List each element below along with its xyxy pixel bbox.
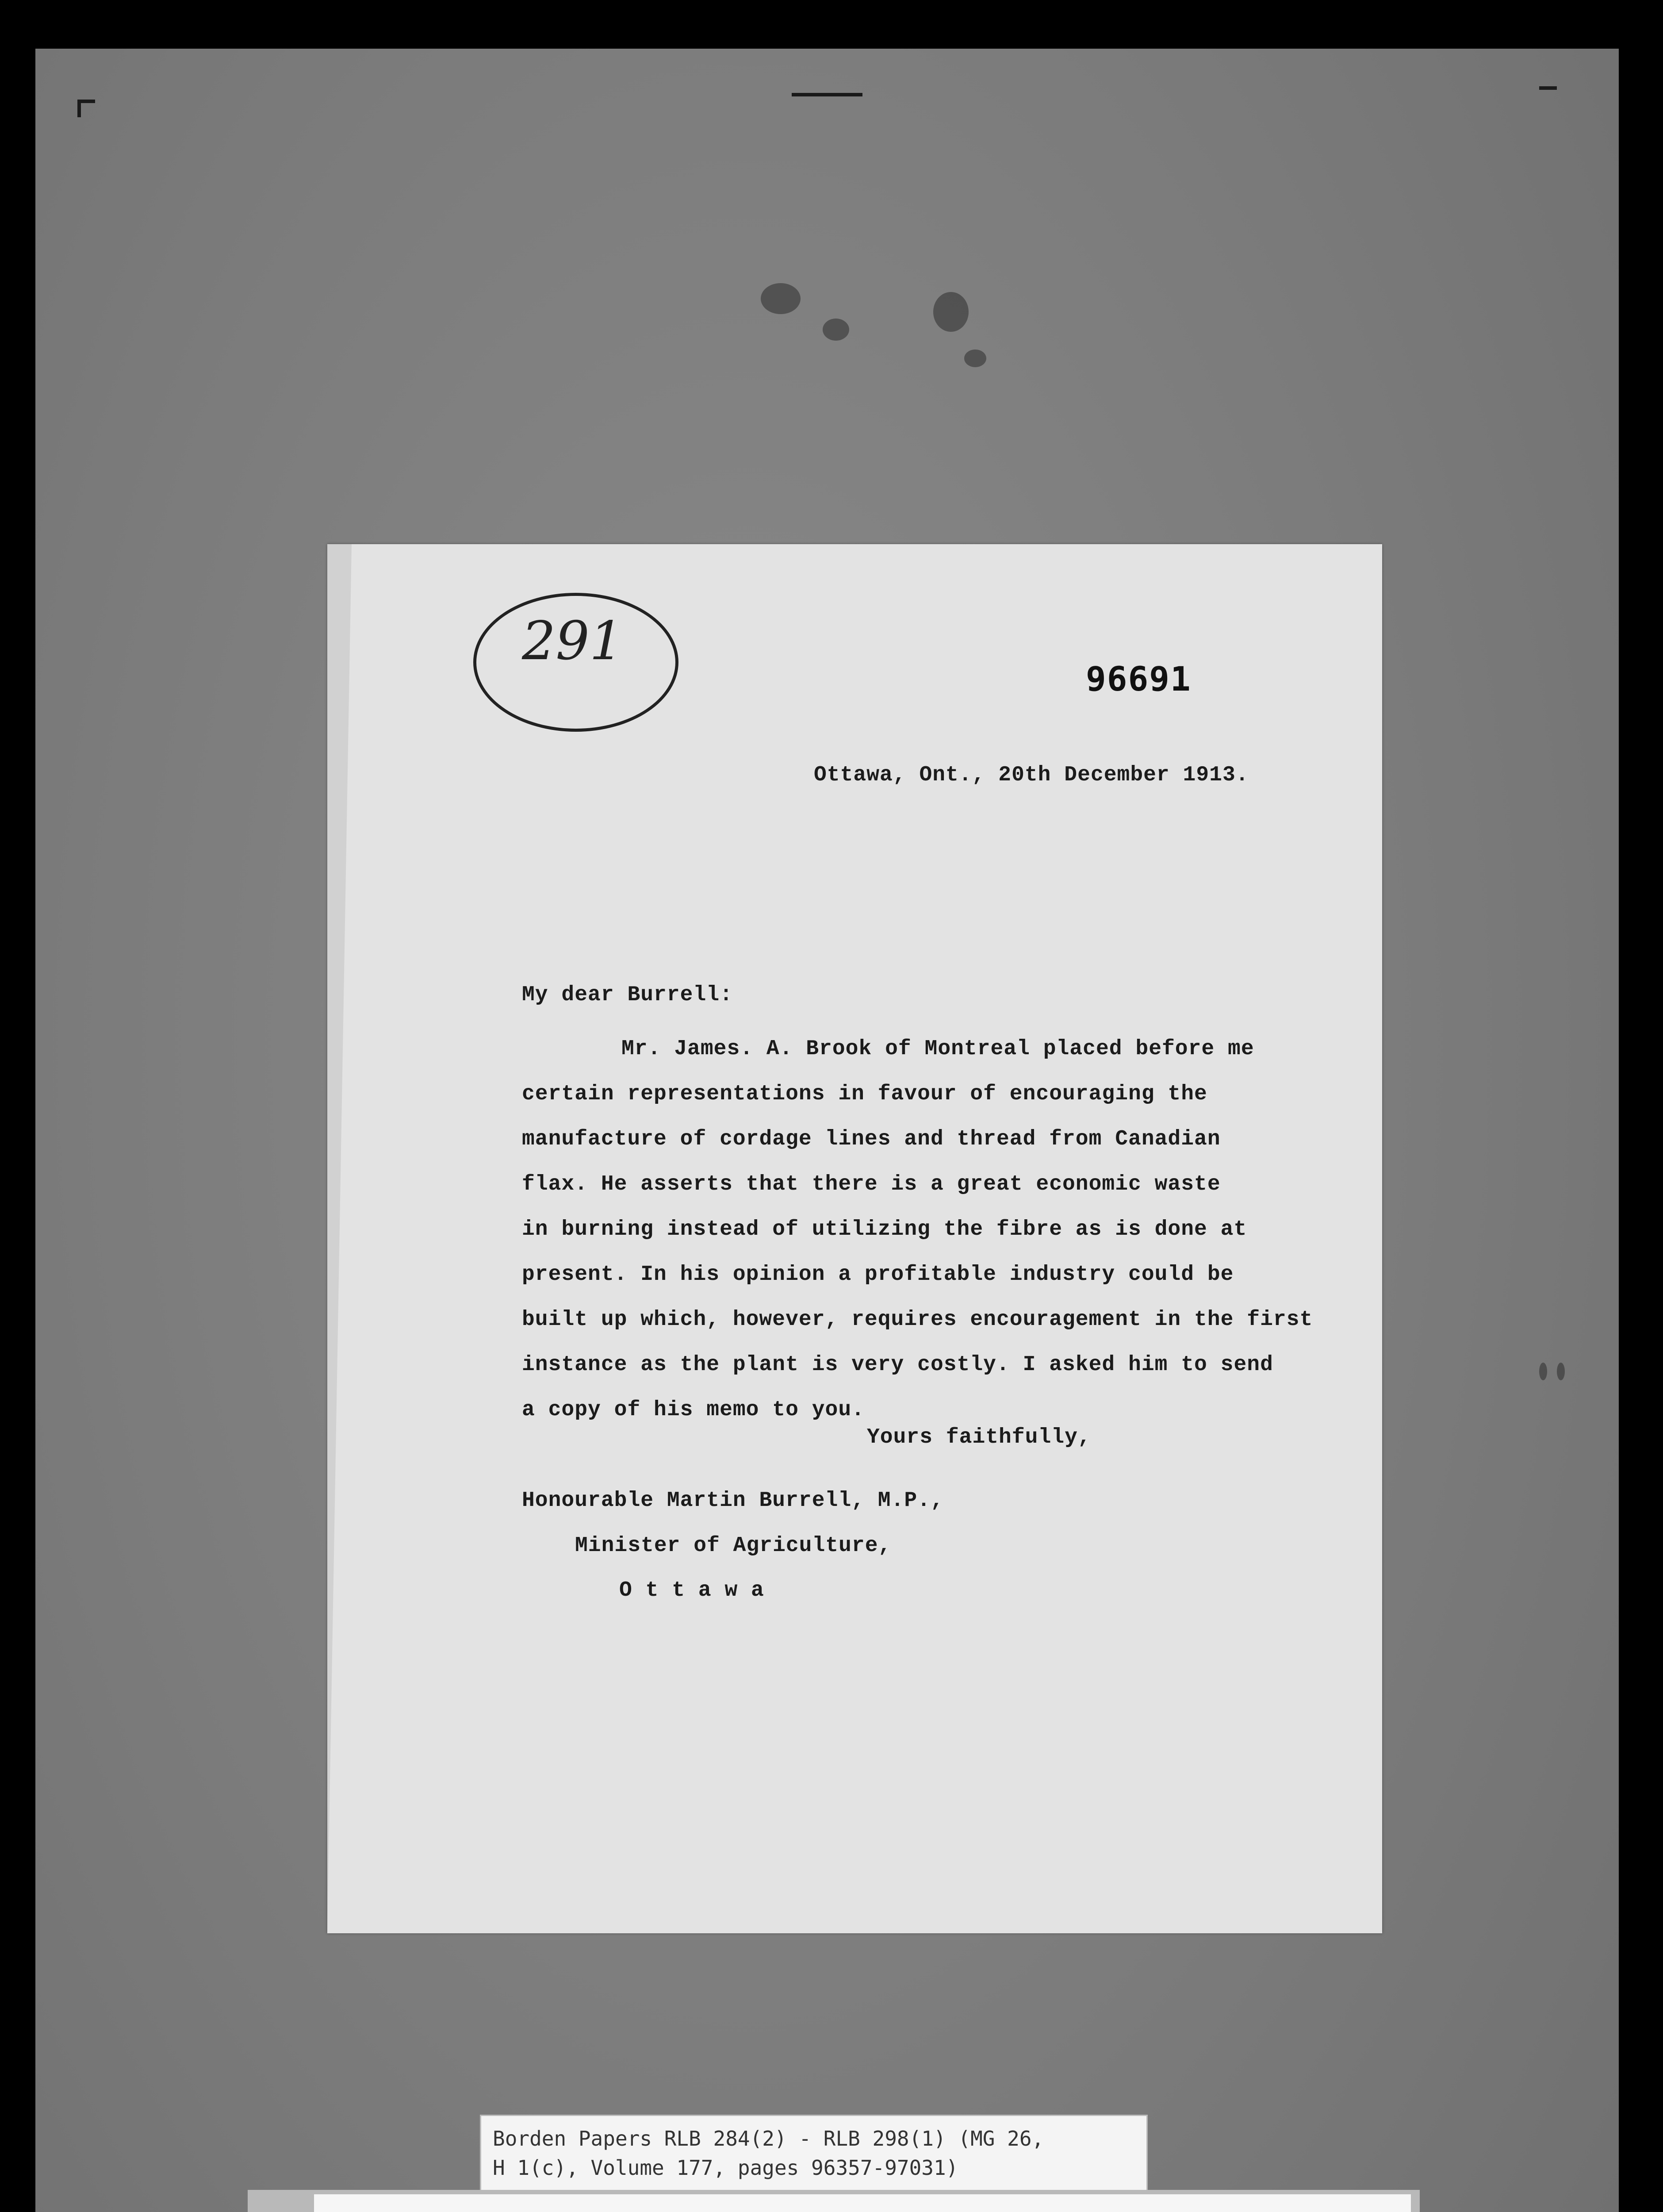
salutation: My dear Burrell: — [522, 983, 733, 1007]
addressee-title: Minister of Agriculture, — [575, 1534, 892, 1558]
body-line: manufacture of cordage lines and thread from Canadian — [522, 1127, 1221, 1151]
body-line: a copy of his memo to you. — [522, 1398, 865, 1422]
paper-shadow — [327, 544, 352, 1933]
film-speck — [933, 292, 969, 332]
film-speck — [823, 319, 849, 341]
body-line: present. In his opinion a profitable industry could be — [522, 1263, 1234, 1286]
film-speck — [1557, 1363, 1565, 1380]
film-corner-tick — [1539, 86, 1557, 90]
body-line: flax. He asserts that there is a great economic waste — [522, 1172, 1221, 1196]
body-line: built up which, however, requires encouragement in the first — [522, 1308, 1313, 1332]
body-line: certain representations in favour of encouraging the — [522, 1082, 1207, 1106]
film-speck — [964, 349, 986, 367]
closing: Yours faithfully, — [867, 1425, 1091, 1449]
document-number: 96691 — [1086, 659, 1192, 699]
body-line: instance as the plant is very costly. I asked him to send — [522, 1353, 1273, 1377]
film-top-mark — [792, 93, 862, 96]
body-line: in burning instead of utilizing the fibre as is done at — [522, 1217, 1247, 1241]
archive-card — [314, 2194, 1411, 2212]
reference-line-1: Borden Papers RLB 284(2) - RLB 298(1) (MG 26, — [493, 2127, 1044, 2151]
film-speck — [761, 283, 801, 314]
reference-label — [480, 2115, 1148, 2192]
film-speck — [1539, 1363, 1547, 1380]
dateline: Ottawa, Ont., 20th December 1913. — [814, 763, 1249, 787]
film-corner-mark — [77, 100, 95, 117]
body-line: Mr. James. A. Brook of Montreal placed before me — [621, 1037, 1254, 1061]
addressee-city: O t t a w a — [619, 1578, 764, 1602]
handwritten-number: 291 — [522, 611, 624, 672]
addressee-name: Honourable Martin Burrell, M.P., — [522, 1489, 944, 1513]
reference-line-2: H 1(c), Volume 177, pages 96357-97031) — [493, 2156, 958, 2180]
letter-body — [522, 1026, 1362, 1432]
